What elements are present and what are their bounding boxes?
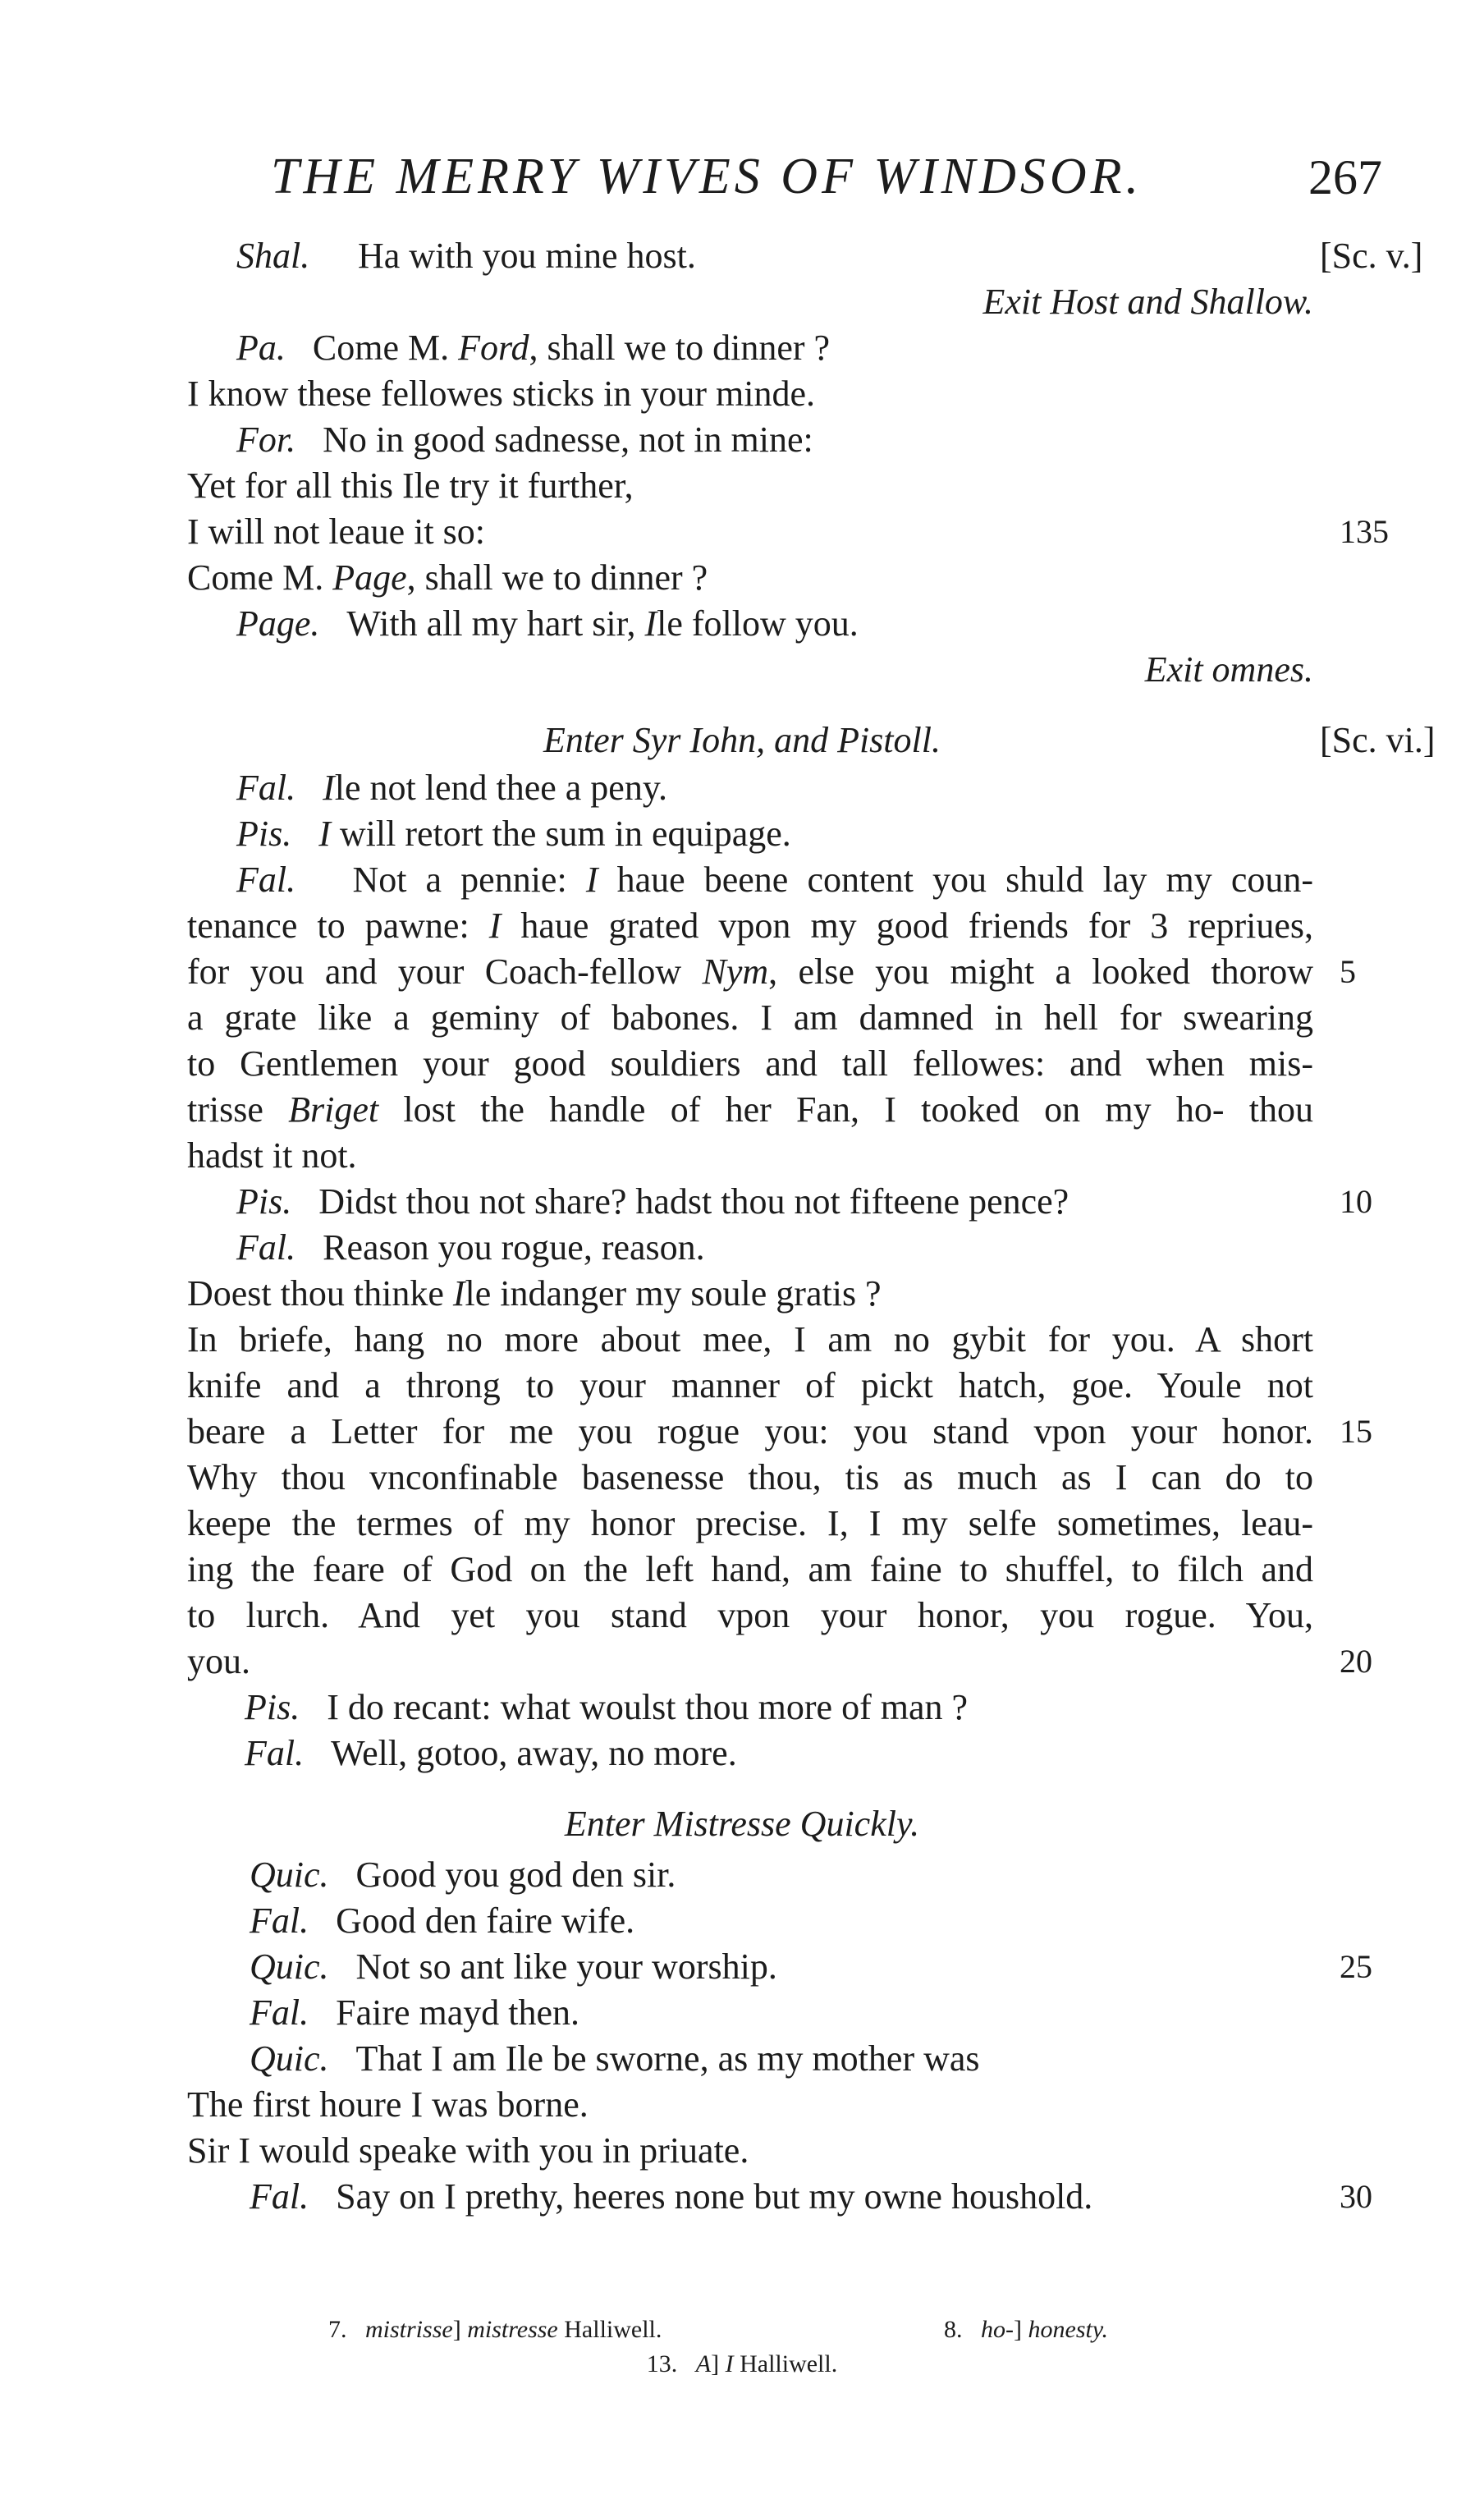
footnote-number: 8. bbox=[944, 2316, 963, 2343]
speech: That I am Ile be sworne, as my mother was bbox=[355, 2038, 980, 2079]
speech: to Gentlemen your good souldiers and tall fellowes: and when mis- bbox=[187, 1043, 1313, 1084]
text-line bbox=[0, 1363, 1484, 1409]
speech-part: Doest thou thinke bbox=[187, 1273, 453, 1314]
speech-part: le not lend thee a peny. bbox=[334, 768, 667, 808]
stage-direction-line bbox=[0, 647, 1484, 693]
stage-direction: Exit Host and Shallow. bbox=[982, 282, 1313, 322]
line-number: 10 bbox=[1340, 1183, 1372, 1220]
footnote-number: 13. bbox=[646, 2350, 678, 2377]
speaker: Shal. bbox=[236, 236, 310, 276]
pronoun: I bbox=[585, 860, 598, 900]
scene-heading-line bbox=[0, 1801, 1484, 1847]
speech-part: le follow you. bbox=[657, 603, 859, 644]
text-line bbox=[0, 2036, 1484, 2082]
speaker: Fal. bbox=[236, 1227, 296, 1268]
text-line bbox=[0, 1455, 1484, 1501]
text-line bbox=[0, 1685, 1484, 1731]
speech: ing the feare of God on the left hand, am faine to shuffel, to filch and bbox=[187, 1549, 1313, 1589]
text-line bbox=[0, 1852, 1484, 1898]
text-line bbox=[0, 1041, 1484, 1087]
speech-part: for you and your Coach-fellow bbox=[187, 951, 703, 992]
text-line bbox=[0, 1990, 1484, 2036]
text-line bbox=[0, 2174, 1484, 2220]
speech: In briefe, hang no more about mee, I am no gybit for you. A short bbox=[187, 1319, 1313, 1359]
text-line bbox=[0, 509, 1484, 555]
footnote-lemma: ho- bbox=[981, 2316, 1014, 2343]
speech: Not so ant like your worship. bbox=[355, 1946, 777, 1987]
speaker: Quic. bbox=[250, 1855, 329, 1895]
text-line bbox=[0, 1317, 1484, 1363]
speaker: Pis. bbox=[236, 1181, 292, 1222]
speech: I do recant: what woulst thou more of man ? bbox=[327, 1687, 969, 1727]
speech-part: trisse bbox=[187, 1089, 289, 1130]
line-number: 135 bbox=[1340, 513, 1389, 550]
speech: Faire mayd then. bbox=[336, 1992, 580, 2033]
text-line bbox=[0, 463, 1484, 509]
text-line bbox=[0, 371, 1484, 417]
speech-part: Not a pennie: bbox=[352, 860, 586, 900]
line-number: 30 bbox=[1340, 2178, 1372, 2215]
speech-part: Come M. bbox=[312, 328, 459, 368]
pronoun: I bbox=[318, 814, 331, 854]
text-line bbox=[0, 601, 1484, 647]
line-number: 15 bbox=[1340, 1413, 1372, 1450]
speech: Reason you rogue, reason. bbox=[323, 1227, 705, 1268]
text-line bbox=[0, 1501, 1484, 1547]
speech: Yet for all this Ile try it further, bbox=[187, 465, 634, 506]
text-line bbox=[0, 1133, 1484, 1179]
speaker: Fal. bbox=[245, 1733, 305, 1773]
speech-part: haue beene content you shuld lay my coun- bbox=[598, 860, 1313, 900]
speech: Good you god den sir. bbox=[355, 1855, 676, 1895]
speech: keepe the termes of my honor precise. I, I my selfe sometimes, leau- bbox=[187, 1503, 1313, 1543]
footnote-reading: I bbox=[725, 2350, 734, 2377]
text-line bbox=[0, 811, 1484, 857]
speech: knife and a throng to your manner of pickt hatch, goe. Youle not bbox=[187, 1365, 1313, 1405]
speech-part: With all my hart sir, bbox=[346, 603, 645, 644]
speech-part: Come M. bbox=[187, 557, 333, 598]
speaker: Fal. bbox=[250, 2176, 309, 2217]
speaker: For. bbox=[236, 420, 296, 460]
text-line bbox=[0, 903, 1484, 949]
speaker: Pis. bbox=[236, 814, 292, 854]
speech: I know these fellowes sticks in your minde. bbox=[187, 374, 815, 414]
pronoun: I bbox=[488, 906, 502, 946]
text-line bbox=[0, 555, 1484, 601]
speech: Didst thou not share? hadst thou not fifteene pence? bbox=[318, 1181, 1069, 1222]
speech: I will not leaue it so: bbox=[187, 511, 485, 552]
speaker: Quic. bbox=[250, 1946, 329, 1987]
text-line bbox=[0, 1547, 1484, 1593]
footnote-reading: mistresse bbox=[467, 2316, 558, 2343]
speech-part: le indanger my soule gratis ? bbox=[465, 1273, 882, 1314]
speech: Sir I would speake with you in priuate. bbox=[187, 2130, 749, 2171]
scene-heading: Enter Syr Iohn, and Pistoll. bbox=[543, 720, 941, 760]
scene-reference: [Sc. v.] bbox=[1320, 236, 1423, 276]
speech-part: lost the handle of her Fan, I tooked on my ho- thou bbox=[378, 1089, 1313, 1130]
text-line bbox=[0, 995, 1484, 1041]
speech: The first houre I was borne. bbox=[187, 2084, 589, 2125]
speaker: Pa. bbox=[236, 328, 286, 368]
footnote: 7. mistrisse] mistresse Halliwell. bbox=[328, 2316, 662, 2343]
speech: beare a Letter for me you rogue you: you stand vpon your honor. bbox=[187, 1411, 1313, 1451]
ile-glyph: I bbox=[452, 1273, 465, 1314]
footnote-reading: honesty. bbox=[1028, 2316, 1108, 2343]
stage-direction: Enter Mistresse Quickly. bbox=[564, 1804, 920, 1844]
speech: to lurch. And yet you stand vpon your honor, you rogue. You, bbox=[187, 1595, 1313, 1635]
speaker: Quic. bbox=[250, 2038, 329, 2079]
footnote-source: Halliwell. bbox=[740, 2350, 838, 2377]
speech-part: , else you might a looked thorow bbox=[768, 951, 1314, 992]
page-number: 267 bbox=[1308, 150, 1382, 204]
text-line bbox=[0, 1271, 1484, 1317]
speaker: Fal. bbox=[250, 1992, 309, 2033]
speech: a grate like a geminy of babones. I am damned in hell for swearing bbox=[187, 997, 1313, 1038]
footnote-number: 7. bbox=[328, 2316, 347, 2343]
footnote-source: Halliwell. bbox=[564, 2316, 662, 2343]
text-line bbox=[0, 1639, 1484, 1685]
text-line bbox=[0, 857, 1484, 903]
footnote-lemma: A bbox=[695, 2350, 712, 2377]
speaker: Fal. bbox=[250, 1900, 309, 1941]
text-line bbox=[0, 949, 1484, 995]
text-line bbox=[0, 2082, 1484, 2128]
text-line bbox=[0, 1087, 1484, 1133]
speaker: Pis. bbox=[245, 1687, 300, 1727]
stage-direction-line bbox=[0, 279, 1484, 325]
speech: Say on I prethy, heeres none but my owne houshold. bbox=[336, 2176, 1093, 2217]
running-title: THE MERRY WIVES OF WINDSOR. bbox=[271, 149, 1143, 204]
text-line bbox=[0, 1225, 1484, 1271]
line-number: 20 bbox=[1340, 1643, 1372, 1680]
line-number: 25 bbox=[1340, 1948, 1372, 1985]
speech-part: haue grated vpon my good friends for 3 repriues, bbox=[501, 906, 1313, 946]
text-line bbox=[0, 417, 1484, 463]
name: Page bbox=[332, 557, 407, 598]
speaker: Fal. bbox=[236, 860, 296, 900]
speech: Ha with you mine host. bbox=[358, 236, 696, 276]
text-line bbox=[0, 1409, 1484, 1455]
speech-part: will retort the sum in equipage. bbox=[330, 814, 791, 854]
footnote-lemma: mistrisse bbox=[365, 2316, 453, 2343]
speech: Well, gotoo, away, no more. bbox=[331, 1733, 737, 1773]
footnote: 8. ho-] honesty. bbox=[944, 2316, 1108, 2343]
footnote: 13. A] I Halliwell. bbox=[646, 2350, 838, 2377]
text-line bbox=[0, 233, 1484, 279]
name: Briget bbox=[288, 1089, 379, 1130]
speaker: Fal. bbox=[236, 768, 296, 808]
speech-part: , shall we to dinner ? bbox=[529, 328, 831, 368]
text-line bbox=[0, 325, 1484, 371]
scene-reference: [Sc. vi.] bbox=[1320, 720, 1436, 760]
ile-glyph: I bbox=[644, 603, 657, 644]
speech: Why thou vnconfinable basenesse thou, tis as much as I can do to bbox=[187, 1457, 1313, 1497]
text-line bbox=[0, 2128, 1484, 2174]
scene-heading-line bbox=[0, 718, 1484, 763]
speech: No in good sadnesse, not in mine: bbox=[323, 420, 813, 460]
speaker: Page. bbox=[236, 603, 320, 644]
ile-glyph: I bbox=[323, 768, 335, 808]
text-line bbox=[0, 765, 1484, 811]
name: Ford bbox=[458, 328, 529, 368]
speech-part: , shall we to dinner ? bbox=[406, 557, 708, 598]
text-line bbox=[0, 1898, 1484, 1944]
speech: you. bbox=[187, 1641, 250, 1681]
text-line bbox=[0, 1179, 1484, 1225]
speech: hadst it not. bbox=[187, 1135, 357, 1176]
text-line bbox=[0, 1593, 1484, 1639]
speech-part: tenance to pawne: bbox=[187, 906, 489, 946]
name: Nym bbox=[702, 951, 769, 992]
text-line bbox=[0, 1944, 1484, 1990]
stage-direction: Exit omnes. bbox=[1144, 649, 1313, 690]
line-number: 5 bbox=[1340, 953, 1356, 990]
text-line bbox=[0, 1731, 1484, 1777]
speech: Good den faire wife. bbox=[336, 1900, 635, 1941]
